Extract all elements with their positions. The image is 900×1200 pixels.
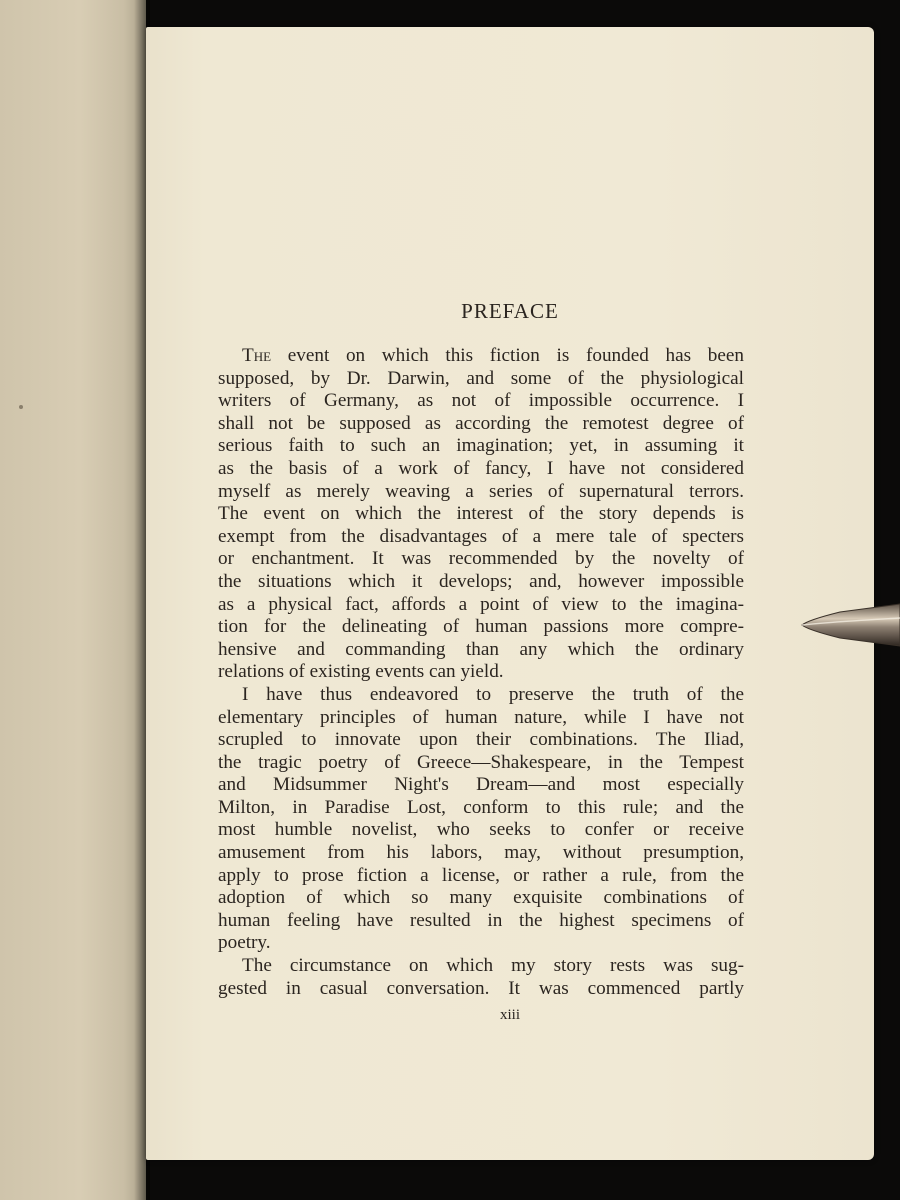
facing-page (0, 0, 146, 1200)
body-text (218, 345, 744, 1000)
text-line: apply to prose fiction a license, or rather a rule, from the (218, 864, 744, 886)
text-line: tion for the delineating of human passions more compre- (218, 616, 744, 638)
text-line: as a physical fact, affords a point of view to the imagina- (218, 593, 744, 615)
text-line: poetry. (218, 932, 271, 954)
text-line: or enchantment. It was recommended by the novelty of (218, 548, 744, 570)
text-line: hensive and commanding than any which the ordinary (218, 638, 744, 660)
text-line: amusement from his labors, may, without presumption, (218, 842, 744, 864)
text-line: adoption of which so many exquisite combinations of (218, 887, 744, 909)
text-line: The event on which this fiction is founded has been (242, 345, 744, 366)
pen-tip-icon (800, 598, 900, 652)
text-line: elementary principles of human nature, while I have not (218, 706, 744, 728)
page-number: xiii (499, 1007, 520, 1023)
text-line: as the basis of a work of fancy, I have not considered (218, 457, 744, 479)
text-line: exempt from the disadvantages of a mere tale of specters (218, 525, 744, 547)
page-title: PREFACE (461, 299, 559, 323)
text-line: scrupled to innovate upon their combinations. The Iliad, (218, 729, 744, 751)
text-line: myself as merely weaving a series of supernatural terrors. (218, 480, 744, 502)
text-line: I have thus endeavored to preserve the truth of the (242, 683, 744, 705)
text-line: relations of existing events can yield. (218, 661, 504, 683)
text-line: The event on which the interest of the story depends is (218, 503, 744, 525)
text-line: most humble novelist, who seeks to confer or receive (218, 819, 744, 841)
text-line: The circumstance on which my story rests was sug- (242, 955, 744, 977)
lead-word: The (242, 345, 272, 366)
text-line: the tragic poetry of Greece—Shakespeare, in the Tempest (218, 751, 744, 773)
text-line: shall not be supposed as according the remotest degree of (218, 412, 744, 434)
text-line: the situations which it develops; and, however impossible (218, 570, 744, 592)
book-page (146, 27, 874, 1160)
text-line: human feeling have resulted in the highest specimens of (218, 909, 744, 931)
text-line: gested in casual conversation. It was commenced partly (218, 977, 744, 999)
paper-speck (19, 405, 23, 409)
text-line: and Midsummer Night's Dream—and most especially (218, 774, 744, 796)
text-line: supposed, by Dr. Darwin, and some of the physiological (218, 367, 744, 389)
text-line: Milton, in Paradise Lost, conform to this rule; and the (218, 796, 744, 818)
text-line: serious faith to such an imagination; yet, in assuming it (218, 435, 744, 457)
text-line: writers of Germany, as not of impossible occurrence. I (218, 390, 744, 412)
